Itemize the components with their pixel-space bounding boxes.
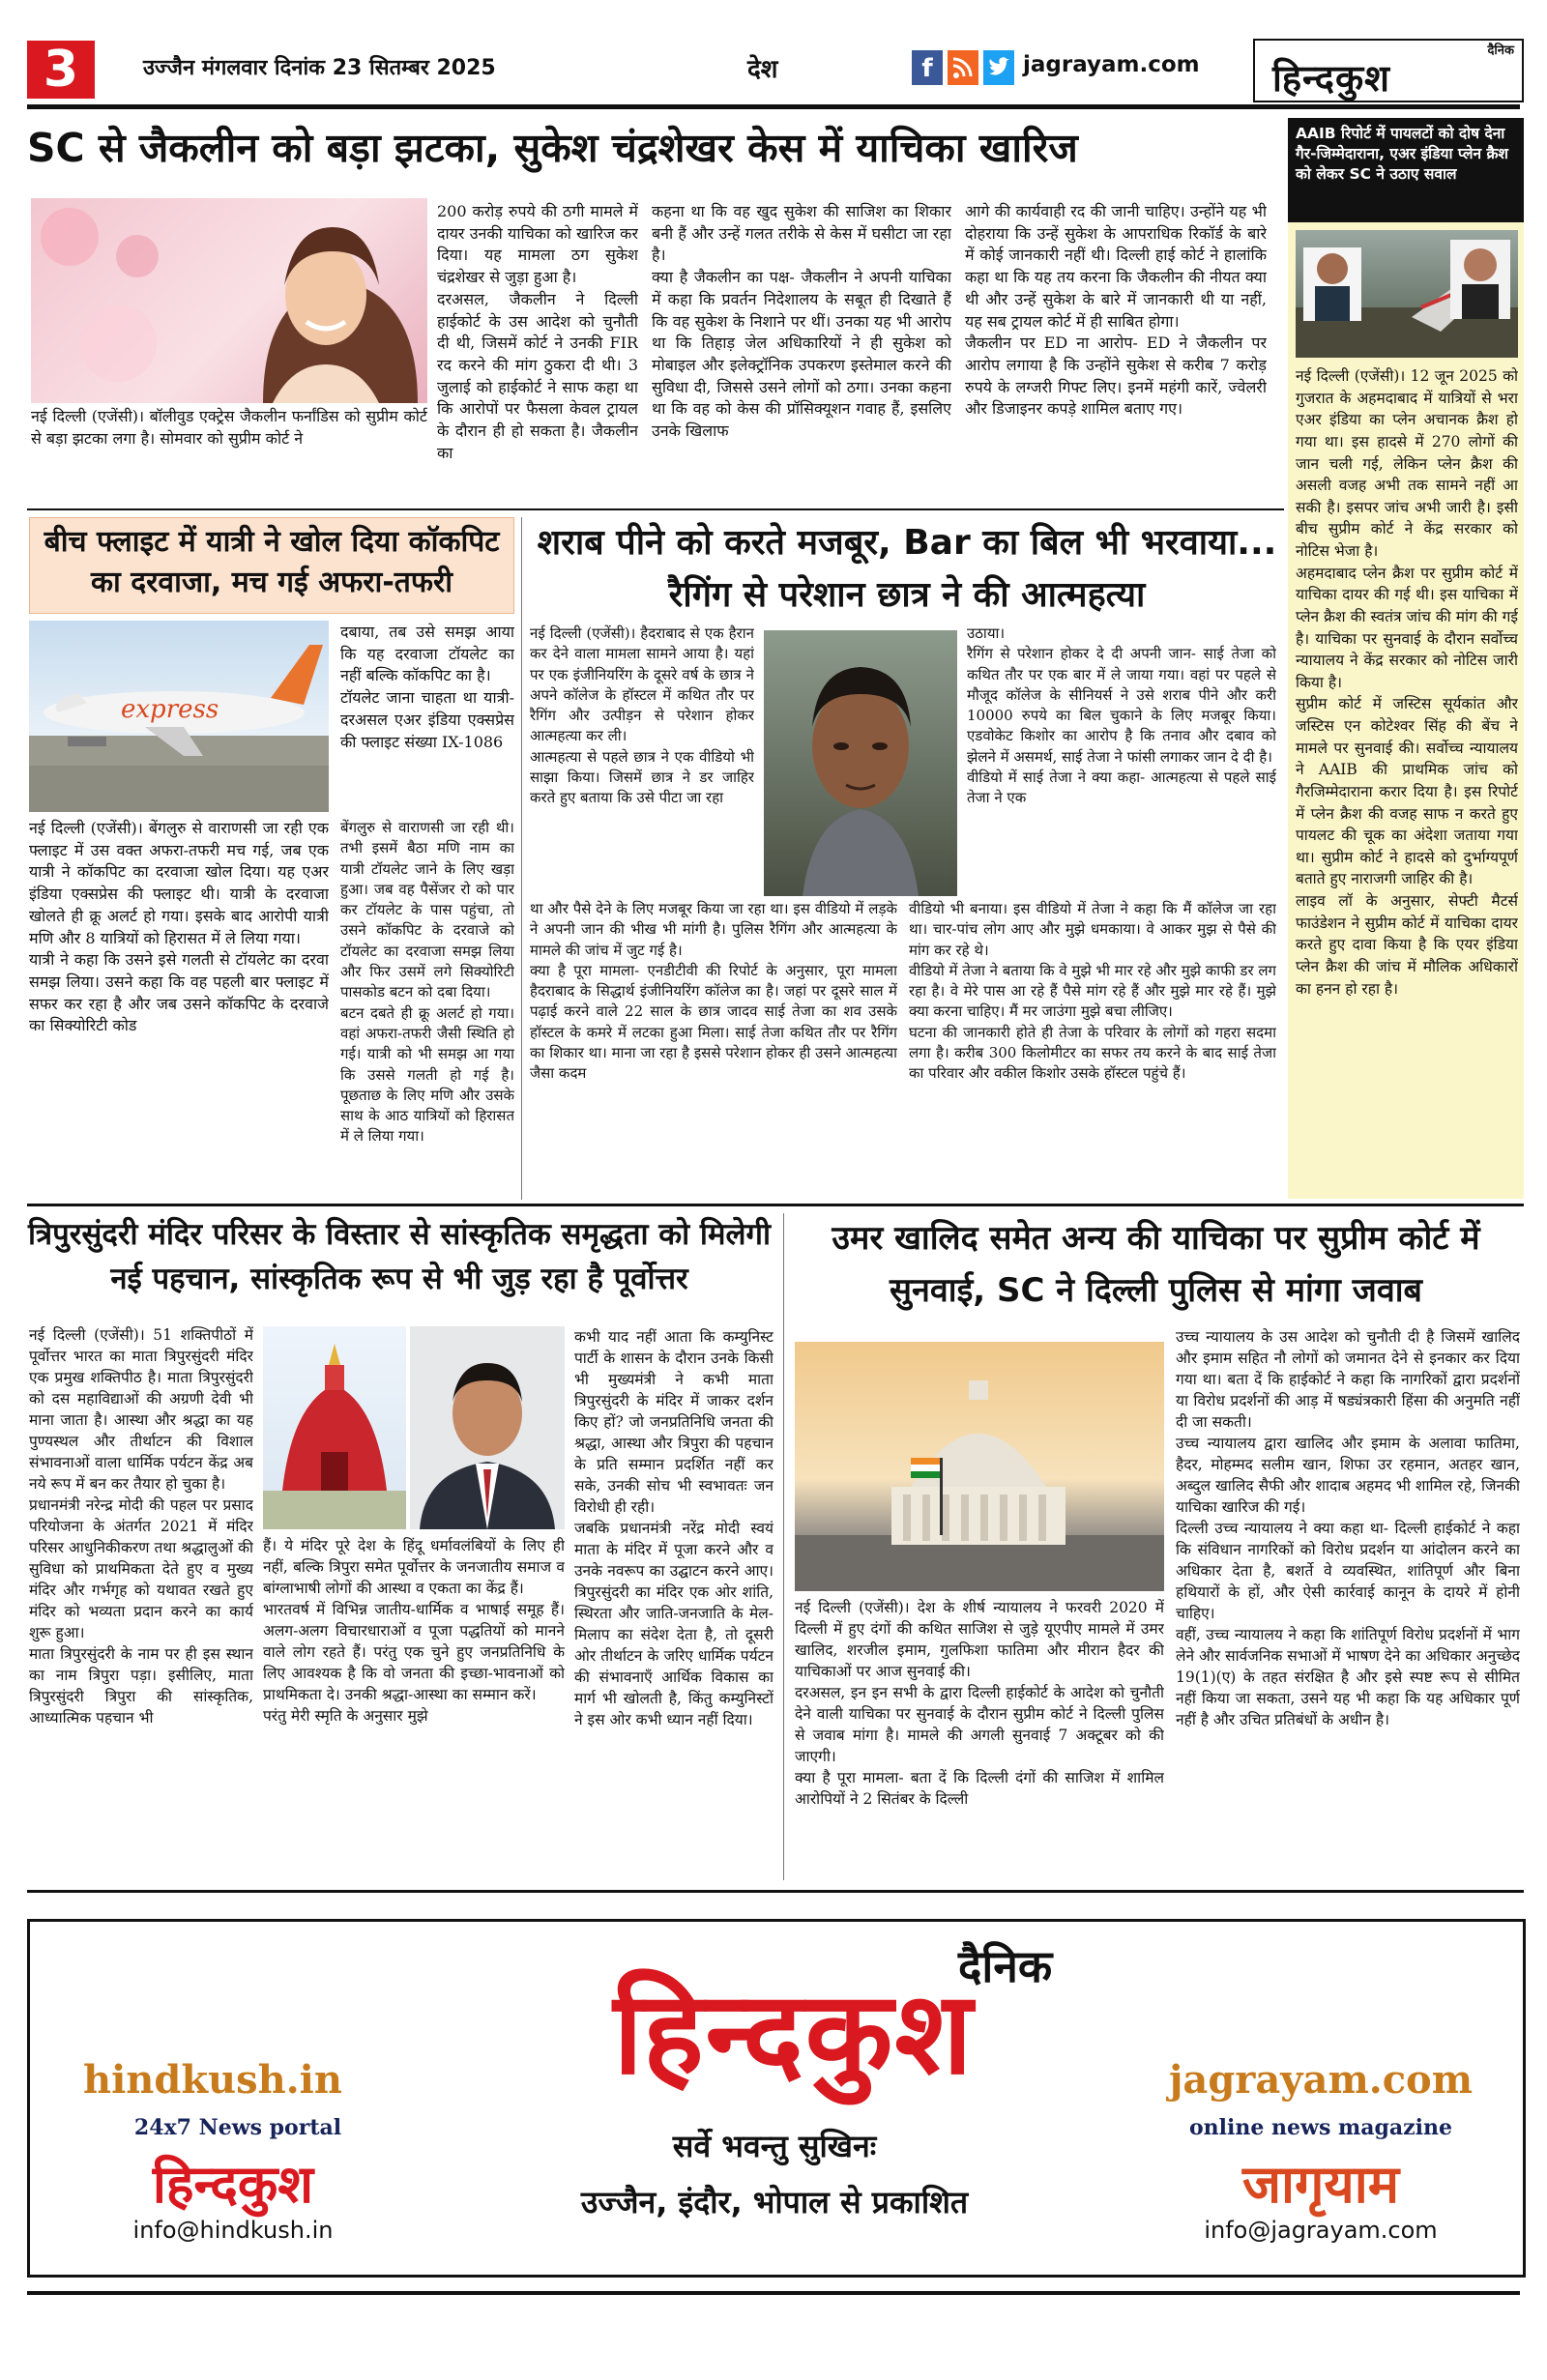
aaib-body: नई दिल्ली (एजेंसी)। 12 जून 2025 को गुजरात के अहमदाबाद में यात्रियों से भरा एअर इंडिया का प्लेन अचानक क्रैश हो गया था। इस हादसे में 270 लोगों की जान चली गई, लेकिन प्लेन क्रैश की असली वजह अभी तक सामने नहीं आ सकी है। इसपर जांच अभी जारी है। इसी बीच सुप्रीम कोर्ट ने केंद्र सरकार को नोटिस भेजा है। अहमदाबाद प्लेन क्रैश पर सुप्रीम कोर्ट में याचिका दायर की गई थी। इस याचिका में प्लेन क्रैश की स्वतंत्र जांच की मांग की गई है। याचिका पर सुनवाई के दौरान सर्वोच्च न्यायालय ने केंद्र सरकार को नोटिस जारी किया है। सुप्रीम कोर्ट में जस्टिस सूर्यकांत और जस्टिस एन कोटेश्वर सिंह की बेंच ने मामले पर सुनवाई की। सर्वोच्च न्यायालय ने AAIB की प्राथमिक जांच को गैरजिम्मेदाराना करार दिया है। इस रिपोर्ट में प्लेन क्रैश की वजह साफ न करते हुए पायलट की चूक का अंदेशा जताया गया था। सुप्रीम कोर्ट ने हादसे को दुर्भाग्यपूर्ण बताते हुए नाराजगी जाहिर की है। लाइव लॉ के अनुसार, सेफ्टी मैटर्स फाउंडेशन ने सुप्रीम कोर्ट में याचिका दायर करते हुए दावा किया है कि एयर इंडिया प्लेन क्रैश की जांच में मौलिक अधिकारों का हनन हो रहा है।: [1296, 367, 1518, 998]
flight-col-1: नई दिल्ली (एजेंसी)। बेंगलुरु से वाराणसी जा रही एक फ्लाइट में उस वक्त अफरा-तफरी मच गई, जब एक यात्री ने कॉकपिट का दरवाजा खोल दिया। यह एअर इंडिया एक्सप्रेस की फ्लाइट थी। यात्री के दरवाजा खोलते ही क्रू अलर्ट हो गया। इसके बाद आरोपी यात्री मणि और 8 यात्रियों को हिरासत में ले लिया गया। यात्री ने कहा कि उसने इसे गलती से टॉयलेट का दरवा समझ लिया। उसने कहा कि वह पहली बार फ्लाइट में सफर कर रहा है और जब उसने कॉकपिट के दरवाजे का सिक्योरिटी कोड: [29, 819, 329, 1035]
flight-column-rule: [521, 517, 522, 1200]
jacqueline-col-4: आगे की कार्यवाही रद की जानी चाहिए। उन्होंने यह भी दोहराया कि उन्हें सुकेश के आपराधिक रिकॉर्ड के बारे में कोई जानकारी नहीं थी। दिल्ली हाई कोर्ट ने हालांकि कहा था कि यह तय करना कि जैकलीन की नीयत क्या थी और उन्हें सुकेश के बारे में जानकारी थी या नहीं, यह सब ट्रायल कोर्ट में ही साबित होगा। जैकलीन पर ED ना आरोप- ED ने जैकलीन पर आरोप लगाया है कि उन्होंने सुकेश से करीब 7 करोड़ रुपये के लग्जरी गिफ्ट लिए। इनमें महंगी कारें, ज्वेलरी और डिजाइनर कपड़े शामिल बताए गए।: [965, 202, 1267, 419]
sai-teja-photo: [764, 630, 957, 896]
headline-aaib: AAIB रिपोर्ट में पायलटों को दोष देना गैर-जिम्मेदाराना, एअर इंडिया प्लेन क्रैश को लेकर SC ने उठाए सवाल: [1296, 125, 1508, 183]
facebook-icon[interactable]: f: [912, 50, 943, 85]
logo-hindkush-text: हिन्दकुश: [1272, 56, 1390, 100]
flight-headline-box: [29, 517, 514, 614]
advert-right-logo: जागृयाम: [1241, 2153, 1400, 2215]
jacqueline-col-1: नई दिल्ली (एजेंसी)। बॉलीवुड एक्ट्रेस जैकलीन फर्नांडिस को सुप्रीम कोर्ट से बड़ा झटका लगा है। सोमवार को सुप्रीम कोर्ट ने: [31, 407, 427, 448]
jacqueline-col-3: कहना था कि वह खुद सुकेश की साजिश का शिकार बनी हैं और उन्हें गलत तरीके से केस में घसीटा जा रहा है। क्या है जैकलीन का पक्ष- जैकलीन ने अपनी याचिका में कहा कि प्रवर्तन निदेशालय के सबूत ही दिखाते हैं कि वह सुकेश के निशाने पर थीं। उनका यह भी आरोप था कि तिहाड़ जेल अधिकारियों ने ही सुकेश को मोबाइल और इलेक्ट्रॉनिक उपकरण इस्तेमाल करने की सुविधा दी, जिससे उसने लोगों को ठगा। उनका कहना था कि वह को केस की प्रॉसिक्यूशन गवाह हैं, इसलिए उनके खिलाफ: [652, 202, 951, 441]
umar-col-left-bottom: नई दिल्ली (एजेंसी)। देश के शीर्ष न्यायालय ने फरवरी 2020 में दिल्ली में हुए दंगों की कथित साजिश से जुड़े यूएपीए मामले में उमर खालिद, शरजील इमाम, गुलफिशा फातिमा और मीरान हैदर की याचिकाओं पर आज सुनवाई की। दरअसल, इन इन सभी के द्वारा दिल्ली हाईकोर्ट के आदेश को चुनौती देने वाली याचिका पर सुनवाई के दौरान सुप्रीम कोर्ट ने दिल्ली पुलिस से जवाब मांगा है। मामले की अगली सुनवाई 7 अक्टूबर को की जाएगी। क्या है पूरा मामला- बता दें कि दिल्ली दंगों की साजिश में शामिल आरोपियों ने 2 सितंबर के दिल्ली: [795, 1599, 1164, 1808]
page-number: 3: [27, 41, 95, 99]
footer-rule: [27, 2291, 1520, 2295]
advert-cities: उज्जैन, इंदौर, भोपाल से प्रकाशित: [580, 2184, 969, 2220]
supreme-court-photo: [795, 1342, 1164, 1591]
advert-hindkush-logo: हिन्दकुश: [613, 1965, 975, 2100]
advert-box: [27, 1919, 1526, 2278]
section-label: देश: [747, 55, 778, 84]
jacqueline-col-2: 200 करोड़ रुपये की ठगी मामले में दायर उनकी याचिका को खारिज कर दिया। यह मामला ठग सुकेश चंद्रशेखर से जुड़ा हुआ है। दरअसल, जैकलीन ने दिल्ली हाईकोर्ट के उस आदेश को चुनौती दी थी, जिसमें कोर्ट ने उनकी FIR रद करने की मांग ठुकरा दी थी। 3 जुलाई को हाईकोर्ट ने साफ कहा था कि आरोपों पर फैसला केवल ट्रायल के दौरान ही हो सकता है। जैकलीन का: [437, 202, 638, 462]
headline-umar-khalid: उमर खालिद समेत अन्य की याचिका पर सुप्रीम कोर्ट में सुनवाई, SC ने दिल्ली पुलिस से मांगा जवाब: [832, 1219, 1480, 1310]
jacqueline-photo: [31, 198, 427, 403]
divider: [27, 1204, 1524, 1206]
advert-left-logo: हिन्दकुश: [152, 2153, 314, 2215]
logo-dainik-text: दैनिक: [1487, 44, 1514, 58]
umar-col-right: उच्च न्यायालय के उस आदेश को चुनौती दी है जिसमें खालिद और इमाम सहित नौ लोगों को जमानत देने से इनकार कर दिया गया था। बता दें कि हाईकोर्ट ने कहा कि नागरिकों द्वारा प्रदर्शनों या विरोध प्रदर्शनों की आड़ में षड्यंत्रकारी हिंसा की अनुमति नहीं दी जा सकती। उच्च न्यायालय द्वारा खालिद और इमाम के अलावा फातिमा, हैदर, मोहम्मद सलीम खान, शिफा उर रहमान, अतहर खान, अब्दुल खालिद सैफी और शादाब अहमद भी शामिल रहे, जिनकी याचिका खारिज की गई। दिल्ली उच्च न्यायालय ने क्या कहा था- दिल्ली हाईकोर्ट ने कहा कि संविधान नागरिकों को विरोध प्रदर्शन या आंदोलन करने का अधिकार देता है, बशर्ते वे व्यवस्थित, शांतिपूर्ण और बिना हथियारों के हों, और ऐसी कार्रवाई कानून के दायरे में होनी चाहिए। वहीं, उच्च न्यायालय ने कहा कि शांतिपूर्ण विरोध प्रदर्शनों में भाग लेने और सार्वजनिक सभाओं में भाषण देने का अधिकार अनुच्छेद 19(1)(ए) के तहत संरक्षित है और इसे स्पष्ट रूप से सीमित नहीं किया जा सकता, उसने यह भी कहा कि यह अधिकार पूर्ण नहीं है और उचित प्रतिबंधों के अधीन है।: [1176, 1328, 1520, 1728]
masthead: [27, 39, 1520, 102]
advert-right-site[interactable]: jagrayam.com: [1168, 2057, 1474, 2103]
advert-motto: सर्वे भवन्तु सुखिनः: [672, 2128, 877, 2164]
tripura-column-rule: [783, 1213, 784, 1880]
masthead-logo: [1253, 39, 1524, 102]
politician-portrait: [410, 1326, 565, 1529]
tripura-temple-photo: [263, 1326, 406, 1529]
advert-right-tagline: online news magazine: [1188, 2115, 1453, 2140]
flight-col-right-top: दबाया, तब उसे समझ आया कि यह दरवाजा टॉयलेट का नहीं बल्कि कॉकपिट का है। टॉयलेट जाना चाहता था यात्री- दरअसल एअर इंडिया एक्सप्रेस की फ्लाइट संख्या IX-1086: [340, 623, 514, 751]
aaib-box: [1288, 118, 1524, 1199]
aaib-headline-bar: [1288, 118, 1524, 222]
divider: [27, 508, 1284, 510]
ragging-bottom-right: वीडियो भी बनाया। इस वीडियो में तेजा ने कहा कि मैं कॉलेज जा रहा था। चार-पांच लोग आए और मुझे धमकाया। वे आकर मुझ से पैसे की मांग कर रहे थे। वीडियो में तेजा ने बताया कि वे मुझे भी मार रहे और मुझे काफी डर लग रहा है। वे मेरे पास आ रहे हैं पैसे मांग रहे हैं और मुझे मार रहे हैं। मुझे क्या करना चाहिए। मैं मर जाउंगा मुझे बचा लीजिए। घटना की जानकारी होते ही तेजा के परिवार के लोगों को गहरा सदमा लगा है। करीब 300 किलोमीटर का सफर तय करने के बाद साई तेजा का परिवार और वकील किशोर उसके हॉस्टल पहुंचे हैं।: [909, 900, 1276, 1083]
flight-col-2: बेंगलुरु से वाराणसी जा रही थी। तभी इसमें बैठा मणि नाम का यात्री टॉयलेट जाने के लिए खड़ा हुआ। जब वह पैसेंजर रो को पार कर टॉयलेट के पास पहुंचा, तो उसने कॉकपिट के दरवाजे को टॉयलेट का दरवाजा समझ लिया और फिर उसमें लगे सिक्योरिटी पासकोड बटन को दबा दिया। बटन दबते ही क्रू अलर्ट हो गया। वहां अफरा-तफरी जैसी स्थिति हो गई। यात्री को भी समझ आ गया कि उससे गलती हो गई है। पूछताछ के लिए मणि और उसके साथ के आठ यात्रियों को हिरासत में ले लिया गया।: [340, 819, 514, 1146]
ragging-col-3: उठाया। रैगिंग से परेशान होकर दे दी अपनी जान- साई तेजा को कथित तौर पर एक बार में ले जाया गया। वहां पर पहले से मौजूद कॉलेज के सीनियर्स ने उसे शराब पीने और करी 10000 रुपये का बिल चुकाने के लिए मजबूर किया। एडवोकेट किशोर का आरोप है कि तनाव और दबाव को झेलने में असमर्थ, साई तेजा ने फांसी लगाकर जान दे दी है। वीडियो में साई तेजा ने क्या कहा- आत्महत्या से पहले साई तेजा ने एक: [967, 624, 1276, 807]
tripura-col-1: नई दिल्ली (एजेंसी)। 51 शक्तिपीठों में पूर्वोत्तर भारत का माता त्रिपुरसुंदरी मंदिर एक प्रमुख शक्तिपीठ है। माता त्रिपुरसुंदरी को दस महाविद्याओं की अग्रणी देवी भी माना जाता है। आस्था और श्रद्धा का यह पुण्यस्थल और तीर्थाटन की विशाल संभावनाओं वाला धार्मिक पर्यटन केंद्र अब नये रूप में बन कर तैयार हो चुका है। प्रधानमंत्री नरेन्द्र मोदी की पहल पर प्रसाद परियोजना के अंतर्गत 2021 में मंदिर परिसर आधुनिकीकरण तथा श्रद्धालुओं की सुविधा को प्राथमिकता देते हुए व मुख्य मंदिर और गर्भगृह को यथावत रखते हुए मंदिर को भव्यता प्रदान करने का कार्य शुरू हुआ। माता त्रिपुरसुंदरी के नाम पर ही इस स्थान का नाम त्रिपुरा पड़ा। इसीलिए, माता त्रिपुरसुंदरी त्रिपुरा की सांस्कृतिक, आध्यात्मिक पहचान भी: [29, 1326, 253, 1727]
ragging-col-1: नई दिल्ली (एजेंसी)। हैदराबाद से एक हैरान कर देने वाला मामला सामने आया है। यहां पर एक इंजीनियरिंग के दूसरे वर्ष के छात्र ने अपने कॉलेज के हॉस्टल में कथित तौर पर रैगिंग और उत्पीड़न से परेशान होकर आत्महत्या कर ली। आत्महत्या से पहले छात्र ने एक वीडियो भी साझा किया। जिसमें छात्र ने डर जाहिर करते हुए बताया कि उसे पीटा जा रहा: [530, 624, 754, 807]
rss-icon[interactable]: [948, 50, 978, 85]
divider: [27, 1890, 1524, 1893]
ragging-bottom-left: था और पैसे देने के लिए मजबूर किया जा रहा था। इस वीडियो में लड़के ने अपनी जान की भीख भी मांगी है। पुलिस रैगिंग और आत्महत्या के मामले की जांच में जुट गई है। क्या है पूरा मामला- एनडीटीवी की रिपोर्ट के अनुसार, पूरा मामला हैदराबाद के सिद्धार्थ इंजीनियरिंग कॉलेज का है। जहां पर दूसरे साल में पढ़ाई करने वाले 22 साल के छात्र जादव साई तेजा का शव उसके हॉस्टल के कमरे में लटका हुआ मिला। साई तेजा कथित तौर पर रैगिंग का शिकार था। माना जा रहा है इससे परेशान होकर ही उसने आत्महत्या जैसा कदम: [530, 900, 897, 1083]
headline-tripura: त्रिपुरसुंदरी मंदिर परिसर के विस्तार से सांस्कृतिक समृद्धता को मिलेगी नई पहचान, सांस्कृतिक रूप से भी जुड़ रहा है पूर्वोत्तर: [27, 1217, 772, 1296]
air-india-express-photo: [29, 621, 329, 812]
advert-dainik-text: दैनिक: [958, 1940, 1053, 1992]
advert-left-tagline: 24x7 News portal: [133, 2115, 342, 2140]
plane-crash-photo: [1296, 230, 1518, 358]
tripura-col-3: कभी याद नहीं आता कि कम्युनिस्ट पार्टी के शासन के दौरान उनके किसी भी मुख्यमंत्री ने कभी माता त्रिपुरसुंदरी के मंदिर में जाकर दर्शन किए हों? जो जनप्रतिनिधि जनता की श्रद्धा, आस्था और त्रिपुरा की पहचान के प्रति सम्मान प्रदर्शित नहीं कर सके, उनकी सोच भी स्वभावतः जन विरोधी ही रही। जबकि प्रधानमंत्री नरेंद्र मोदी स्वयं माता के मंदिर में पूजा करने और व उनके नवरूप का उद्घाटन करने आए। त्रिपुरसुंदरी का मंदिर एक ओर शांति, स्थिरता और जाति-जनजाति के मेल-मिलाप का संदेश देता है, तो दूसरी ओर तीर्थाटन के जरिए धार्मिक पर्यटन की संभावनाएँ आर्थिक विकास का मार्ग भी खोलती है, किंतु कम्युनिस्टों ने इस ओर कभी ध्यान नहीं दिया।: [574, 1328, 774, 1728]
headline-jacqueline: SC से जैकलीन को बड़ा झटका, सुकेश चंद्रशेखर केस में याचिका खारिज: [27, 125, 1078, 171]
masthead-rule: [27, 104, 1520, 109]
advert-right-email[interactable]: info@jagrayam.com: [1204, 2217, 1438, 2244]
tripura-col-2: हैं। ये मंदिर पूरे देश के हिंदू धर्मावलंबियों के लिए ही नहीं, बल्कि त्रिपुरा समेत पूर्वोत्तर के जनजातीय समाज व बांग्लाभाषी लोगों की आस्था व एकता का केंद्र हैं। भारतवर्ष में विभिन्न जातीय-धार्मिक व भाषाई समूह हैं। अलग-अलग विचारधाराओं व पूजा पद्धतियों को मानने वाले लोग रहते हैं। परंतु एक चुने हुए जनप्रतिनिधि के लिए आवश्यक है कि वो जनता की इच्छा-भावनाओं को प्राथमिकता दे। उनकी श्रद्धा-आस्था का सम्मान करें। परंतु मेरी स्मृति के अनुसार मुझे: [263, 1537, 565, 1725]
advert-left-email[interactable]: info@hindkush.in: [132, 2217, 334, 2244]
website-link[interactable]: jagrayam.com: [1023, 52, 1200, 77]
advert-left-site[interactable]: hindkush.in: [83, 2057, 342, 2103]
dateline: उज्जैन मंगलवार दिनांक 23 सितम्बर 2025: [143, 56, 496, 80]
headline-flight: बीच फ्लाइट में यात्री ने खोल दिया कॉकपिट का दरवाजा, मच गई अफरा-तफरी: [44, 525, 500, 599]
headline-ragging: शराब पीने को करते मजबूर, Bar का बिल भी भरवाया... रैगिंग से परेशान छात्र ने की आत्महत्या: [537, 523, 1277, 615]
svg-text:express: express: [121, 695, 219, 724]
twitter-icon[interactable]: [983, 50, 1014, 85]
